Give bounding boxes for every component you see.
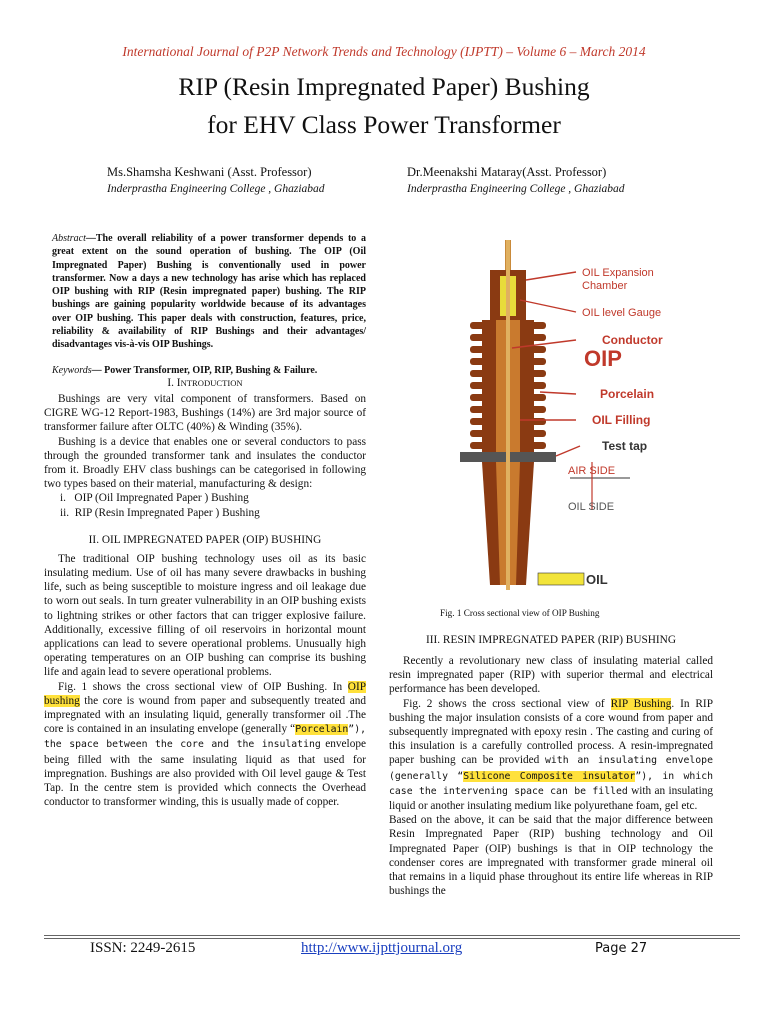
intro-body [44, 392, 366, 520]
footer-rule-top [44, 935, 740, 936]
label-test-tap: Test tap [602, 439, 648, 453]
oip-p2-d: envelope being filled with the same insulating liquid as that used for impregnation. Bushings are also provided with Oil level gauge & Test Tap. In the centre stem is provided which connects the Overhead conductor to transformer winding, this is usually made of copper. [44, 738, 367, 809]
oip-heading: II. OIL IMPREGNATED PAPER (OIP) BUSHING [88, 533, 322, 546]
journal-header: International Journal of P2P Network Trends and Technology (IJPTT) – Volume 6 – March 2014 [122, 44, 646, 59]
oip-body [44, 552, 366, 810]
oip-paragraph-1: The traditional OIP bushing technology uses oil as its basic insulating medium. Use of oil has many severe drawbacks in bushing life, such as being susceptible to moisture ingress and oil leakage due to worn out seals. In turn greater vulnerability in an OIP bushing exists to lightning strikes or other factors that can trigger explosive failure. Additionally, excessive filling of oil reservoirs in horizontal mount applications can lead to severe operational problems. Unusually high operating temperatures on an OIP bushing can comprise its bushing life and again lead to severe operational problems. [44, 552, 366, 679]
label-gauge: OIL level Gauge [582, 307, 662, 319]
label-chamber: Chamber [582, 280, 628, 292]
rip-bushing-highlight: RIP Bushing [610, 697, 672, 710]
keywords-text: — Power Transformer, OIP, RIP, Bushing & Failure. [91, 364, 318, 376]
paper-title-line1: RIP (Resin Impregnated Paper) Bushing [178, 72, 590, 101]
label-oil-side: OIL SIDE [568, 501, 615, 513]
right-column [389, 634, 713, 898]
intro-heading-first: I [176, 376, 181, 389]
label-porcelain: Porcelain [600, 387, 655, 401]
paper-title-line2: for EHV Class Power Transformer [207, 110, 561, 139]
left-column [44, 232, 366, 809]
oip-p2-a: Fig. 1 shows the cross sectional view of OIP Bushing. In [58, 680, 348, 693]
author-1-affiliation: Inderprastha Engineering College , Ghaziabad [107, 183, 325, 195]
footer-url-link[interactable]: http://www.ijpttjournal.org [301, 940, 463, 956]
rip-p2-mono1: with an insulating envelope (generally “ [389, 755, 713, 782]
footer-issn: ISSN: 2249-2615 [90, 940, 196, 956]
rip-paragraph-1: Recently a revolutionary new class of insulating material called resin impregnated paper (RIP) with superior thermal and electrical performance has been developed. [389, 655, 713, 696]
rip-paragraph-3: Based on the above, it can be said that the major difference between Resin Impregnated Paper (RIP) bushing technology and Oil Impregnated Paper (OIP) bushings is that in OIP technology the condenser cores are impregnated with transformer grade mineral oil that remains in a liquid phase throughout its entire life whereas in RIP bushings the [389, 814, 713, 898]
label-conductor: Conductor [602, 333, 663, 347]
intro-heading-rest: NTRODUCTION [180, 377, 243, 388]
silicone-highlight: Silicone Composite insulator [463, 770, 636, 782]
intro-list-item-1: i. OIP (Oil Impregnated Paper ) Bushing [60, 492, 249, 505]
author-1-name: Ms.Shamsha Keshwani (Asst. Professor) [107, 165, 312, 179]
intro-list-item-2: ii. RIP (Resin Impregnated Paper ) Bushing [60, 506, 260, 519]
conductor-stem [506, 240, 510, 590]
label-oil-filling: OIL Filling [592, 413, 651, 427]
oip-p2-c: ”), the space between the core and the insulating [44, 724, 366, 751]
oip-p2-b: the core is wound from paper and subsequently treated and impregnated with an insulating liquid, generally transformer oil .The core is contained in an insulating envelope (generally “ [44, 694, 366, 736]
rip-p2-c: with an insulating liquid or another insulating medium like polyurethane foam, gel etc. [389, 784, 714, 813]
label-air-side: AIR SIDE [568, 465, 616, 477]
rip-body [389, 654, 713, 898]
oil-legend-swatch [538, 573, 584, 585]
oip-bushing-figure [420, 240, 680, 595]
intro-paragraph-1: Bushings are very vital component of transformers. Based on CIGRE WG-12 Report-1983, Bushings (14%) are 3rd major source of transformer failure after OLTC (40%) & Winding (35%). [44, 392, 366, 434]
abstract [44, 232, 366, 352]
label-oip: OIP [584, 346, 622, 371]
footer-page-number: Page 27 [595, 941, 648, 956]
intro-heading [44, 377, 366, 389]
author-2-affiliation: Inderprastha Engineering College , Ghaziabad [407, 183, 625, 195]
author-2-name: Dr.Meenakshi Mataray(Asst. Professor) [407, 165, 607, 179]
rip-p2-a: Fig. 2 shows the cross sectional view of [403, 697, 611, 710]
oip-bushing-highlight: OIP bushing [44, 680, 366, 707]
oip-paragraph-2 [44, 680, 366, 810]
abstract-text: —The overall reliability of a power transformer depends to a great extent on the sound operation of bushing. The OIP (Oil Impregnated Paper) Bushing is conventionally used in power transformer. Now a days a new technology has arise which has replaced OIP bushing with RIP (Resin impregnated paper) bushing. The RIP bushings are gaining popularity worldwide because of its advantages over OIP bushing. This paper deals with construction, features, price, reliability & availability of RIP Bushings and their advantages/ disadvantages vis-à-vis OIP Bushings. [52, 233, 366, 351]
footer-rule-bottom [44, 938, 740, 939]
rip-paragraph-2 [389, 697, 713, 814]
label-oil: OIL [586, 572, 608, 587]
keywords-label: Keywords [52, 364, 92, 376]
rip-heading: III. RESIN IMPREGNATED PAPER (RIP) BUSHING [425, 634, 676, 646]
porcelain-highlight: Porcelain [295, 724, 349, 736]
keywords [44, 364, 366, 377]
rip-p2-mono2: ”), in which case the intervening space can be filled [389, 770, 714, 797]
intro-heading-num: I. [167, 376, 177, 389]
figure-1-caption: Fig. 1 Cross sectional view of OIP Bushing [440, 608, 600, 618]
rip-p2-b: . In RIP bushing the major insulation consists of a core wound from paper and subsequently impregnated with epoxy resin . The casting and curing of this insulation is a carefully controlled process. A resin-impregnated paper bushing can be provided [389, 697, 713, 767]
label-expansion: OIL Expansion [582, 267, 654, 279]
intro-paragraph-2: Bushing is a device that enables one or several conductors to pass through the grounded transformer tank and insulates the conductor from it. Broadly EHV class bushings can be categorised in following two types based on their material, manufacturing & design: [44, 435, 366, 491]
abstract-label: Abstract [52, 233, 86, 244]
